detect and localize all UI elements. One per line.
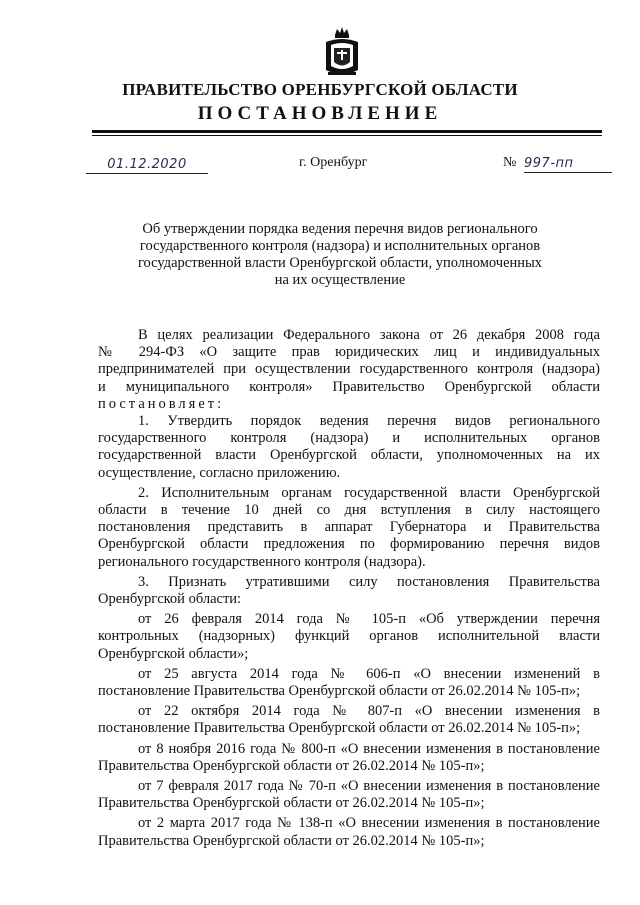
document-subject [120,221,560,289]
body-line: Оренбургской области предложения по формированию перечня видов [98,536,600,553]
body-line: постановление Правительства Оренбургской области от 26.02.2014 № 105-п»; [98,720,581,737]
body-line: Оренбургской области»; [98,645,249,662]
body-line: от 22 октября 2014 года № 807-п «О внесении изменения в [138,703,600,720]
subject-line: на их осуществление [274,272,406,288]
body-line: 1. Утвердить порядок ведения перечня видов регионального [138,413,600,430]
body-line: Правительства Оренбургской области от 26.02.2014 № 105-п»; [98,795,485,812]
body-line: от 25 августа 2014 года № 606-п «О внесении изменений в [138,665,600,682]
body-line: Правительства Оренбургской области от 26.02.2014 № 105-п»; [98,757,485,774]
body-line: от 26 февраля 2014 года № 105-п «Об утверждении перечня [138,611,600,628]
body-line: области в течение 10 дней со дня вступления в силу настоящего [98,502,600,519]
document-body [98,327,600,850]
body-line: № 294-ФЗ «О защите прав юридических лиц и индивидуальных [98,344,600,361]
body-line: Оренбургской области: [98,591,242,608]
body-line: от 7 февраля 2017 года № 70-п «О внесении изменения в постановление [138,778,600,795]
body-line: Правительства Оренбургской области от 26.02.2014 № 105-п»; [98,832,485,849]
body-line: постановление Правительства Оренбургской области от 26.02.2014 № 105-п»; [98,683,581,700]
subject-line: государственного контроля (надзора) и исполнительных органов [139,238,541,254]
body-line: осуществление, согласно приложению. [98,464,341,481]
body-line: государственного контроля (надзора) и исполнительных органов [98,430,600,447]
header-divider-thin [92,135,602,136]
document-type-title: ПОСТАНОВЛЕНИЕ [197,103,443,124]
document-date: 01.12.2020 [86,157,208,174]
body-line: предпринимателей при осуществлении государственного контроля (надзора) [98,361,600,378]
document-city: г. Оренбург [299,155,368,170]
body-line: от 2 марта 2017 года № 138-п «О внесении изменения в постановление [138,815,600,832]
document-number: 997-пп [524,156,612,173]
body-line: регионального государственного контроля (надзора). [98,553,426,570]
subject-line: государственной власти Оренбургской области, уполномоченных [137,255,543,271]
body-line: 3. Признать утратившими силу постановления Правительства [138,573,600,590]
body-line: контрольных (надзорных) функций органов исполнительной власти [98,628,600,645]
body-line: от 8 ноября 2016 года № 800-п «О внесении изменения в постановление [138,740,600,757]
body-line: 2. Исполнительным органам государственной власти Оренбургской [138,484,600,501]
decree-word: постановляет: [98,395,225,412]
number-sign: № [503,155,517,170]
body-line: постановления представить в аппарат Губернатора и Правительства [98,519,600,536]
body-line: и муниципального контроля» Правительство Оренбургской области [98,378,600,395]
coat-of-arms-icon [322,26,362,78]
government-title: ПРАВИТЕЛЬСТВО ОРЕНБУРГСКОЙ ОБЛАСТИ [122,80,518,99]
subject-line: Об утверждении порядка ведения перечня видов регионального [142,221,538,237]
body-line: В целях реализации Федерального закона от 26 декабря 2008 года [138,327,600,343]
body-line: государственной власти Оренбургской области, уполномоченных на их [98,447,600,464]
header-divider-thick [92,130,602,133]
